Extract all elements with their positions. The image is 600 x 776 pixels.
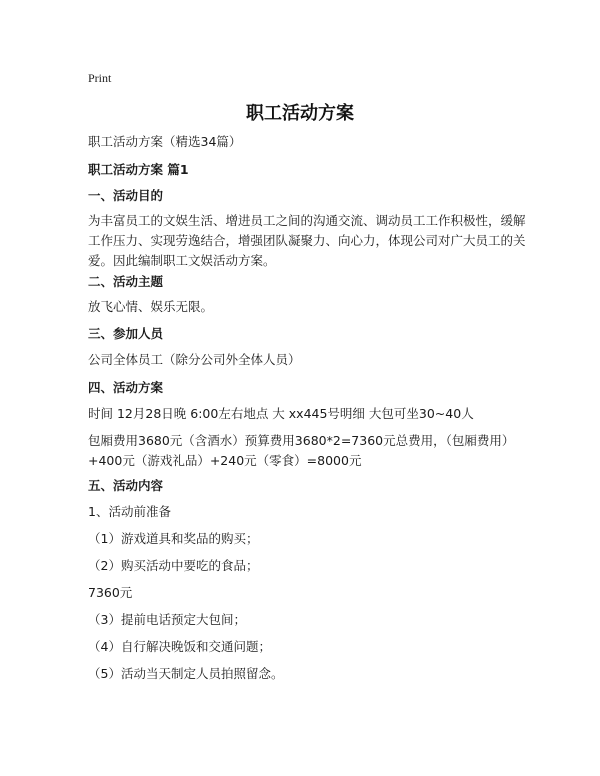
plan-budget: 包厢费用3680元（含酒水）预算费用3680*2=7360元总费用，（包厢费用）+400元（游戏礼品）+240元（零食）=8000元 [88, 433, 515, 468]
section-heading-theme: 二、活动主题 [88, 274, 164, 289]
list-item: 7360元 [88, 585, 133, 600]
section-body-participants: 公司全体员工（除分公司外全体人员） [88, 352, 301, 367]
section-body-theme: 放飞心情、娱乐无限。 [88, 299, 214, 314]
print-label: Print [88, 71, 112, 85]
list-item: （4）自行解决晚饭和交通问题； [88, 639, 271, 654]
list-item: （1）游戏道具和奖品的购买； [88, 531, 259, 546]
document-title: 职工活动方案 [246, 103, 354, 124]
list-item: （3）提前电话预定大包间； [88, 612, 246, 627]
list-item: （5）活动当天制定人员拍照留念。 [88, 666, 284, 681]
section-body-purpose: 为丰富员工的文娱生活、增进员工之间的沟通交流、调动员工工作积极性，缓解工作压力、实现劳逸结合，增强团队凝聚力、向心力，体现公司对广大员工的关爱。因此编制职工文娱活动方案。 [88, 213, 526, 268]
document-subtitle: 职工活动方案（精选34篇） [88, 134, 242, 149]
content-step-1: 1、活动前准备 [88, 504, 171, 519]
section-heading-purpose: 一、活动目的 [88, 188, 164, 203]
section-heading-plan: 四、活动方案 [88, 380, 164, 395]
section-heading-content: 五、活动内容 [88, 478, 164, 493]
list-item: （2）购买活动中要吃的食品； [88, 558, 259, 573]
article-heading: 职工活动方案 篇1 [88, 162, 189, 177]
plan-time-place: 时间 12月28日晚 6:00左右地点 大 xx445号明细 大包可坐30~40人 [88, 406, 474, 421]
section-heading-participants: 三、参加人员 [88, 326, 164, 341]
